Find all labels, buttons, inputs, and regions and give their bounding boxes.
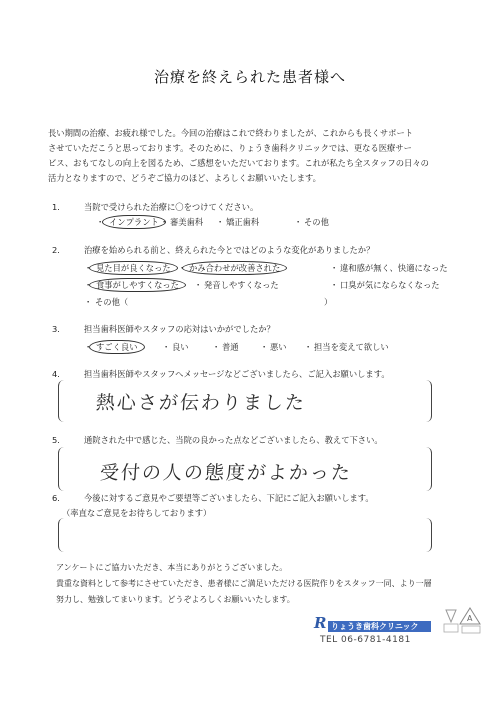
closing-line: 貴重な資料として参考にさせていただき、患者様にご満足いただける医院作りをスタッフ一同、より一層: [56, 579, 432, 588]
intro-line: ビス、おもてなしの向上を図るため、ご感想をいただいております。これが私たち全スタッフの日々の: [48, 158, 429, 168]
option-speech[interactable]: 発音しやすくなった: [204, 280, 279, 290]
option-bullet: ・: [304, 342, 313, 352]
intro-paragraph: [48, 126, 468, 186]
question-5: [52, 434, 383, 446]
closing-message: [56, 560, 486, 608]
intro-line: 活力となりますので、どうぞご協力のほど、よろしくお願いいたします。: [48, 173, 321, 183]
option-bite[interactable]: かみ合わせが改善された: [182, 261, 287, 275]
question-text: 今後に対するご意見やご要望等ございましたら、下記にご記入お願いします。: [84, 493, 374, 503]
option-bullet: ・: [294, 217, 303, 227]
option-bullet: ・: [84, 263, 93, 273]
option-bullet: ・: [160, 217, 169, 227]
page-title: 治療を終えられた患者様へ: [153, 68, 346, 86]
clinic-logo-icon: R: [314, 614, 327, 632]
question-3: [52, 323, 275, 335]
closing-line: アンケートにご協力いただき、本当にありがとうございました。: [56, 563, 288, 572]
question-number: 5.: [52, 435, 60, 445]
option-eating[interactable]: 食事がしやすくなった: [89, 278, 186, 292]
question-number: 4.: [52, 369, 60, 379]
handwritten-answer-4: 熱心さが伝わりました: [95, 392, 307, 414]
option-appearance[interactable]: 見た目が良くなった: [89, 261, 178, 275]
question-text: 治療を始められる前と、終えられた今とではどのような変化がありましたか？: [84, 245, 375, 255]
option-bullet: ・: [178, 263, 187, 273]
question-4: [52, 368, 390, 380]
option-average[interactable]: 普通: [222, 342, 239, 352]
option-bullet: ・: [260, 342, 269, 352]
option-very-good[interactable]: すごく良い: [89, 340, 145, 354]
question-number: 3.: [52, 324, 60, 334]
option-bad[interactable]: 悪い: [270, 342, 287, 352]
question-text: 担当歯科医師やスタッフへメッセージなどございましたら、ご記入お願いします。: [84, 369, 390, 379]
option-bullet: ・: [84, 280, 93, 290]
option-other[interactable]: その他（: [95, 297, 129, 307]
question-text: 通院された中で感じた、当院の良かった点などございましたら、教えて下さい。: [84, 435, 383, 445]
option-bullet: ・: [84, 297, 93, 307]
closing-line: 努力し、勉強してまいります。どうぞよろしくお願いいたします。: [56, 595, 295, 604]
question-1: [52, 201, 258, 213]
question-6: [52, 492, 374, 504]
option-orthodontic[interactable]: 矯正歯科: [226, 217, 260, 227]
question-number: 6.: [52, 493, 60, 503]
option-good[interactable]: 良い: [172, 342, 189, 352]
option-bullet: ・: [330, 280, 339, 290]
option-bullet: ・: [84, 342, 93, 352]
option-bullet: ・: [330, 263, 339, 273]
certification-marks-icon: [440, 606, 484, 636]
answer-box-6[interactable]: [58, 518, 432, 552]
clinic-tel: TEL 06-6781-4181: [320, 635, 411, 645]
option-breath[interactable]: 口臭が気にならなくなった: [340, 280, 440, 290]
option-bullet: ・: [212, 342, 221, 352]
question-number: 1.: [52, 202, 60, 212]
clinic-name: りょうき歯科クリニック: [328, 621, 431, 632]
option-change-staff[interactable]: 担当を変えて欲しい: [314, 342, 389, 352]
intro-line: させていただこうと思っております。そのために、りょうき歯科クリニックでは、更なる医療サー: [48, 143, 412, 153]
option-bullet: ・: [194, 280, 203, 290]
note-text: （率直なご意見をお待ちしております）: [62, 508, 212, 518]
option-other[interactable]: その他: [304, 217, 329, 227]
option-bullet: ・: [96, 217, 105, 227]
option-comfort[interactable]: 違和感が無く、快適になった: [340, 263, 448, 273]
option-bullet: ・: [162, 342, 171, 352]
question-2: [52, 244, 374, 256]
svg-text:A: A: [467, 614, 473, 623]
option-other-close: ）: [324, 297, 333, 307]
option-implant[interactable]: インプラント: [102, 215, 166, 229]
option-bullet: ・: [216, 217, 225, 227]
question-text: 当院で受けられた治療に〇をつけてください。: [84, 202, 259, 212]
question-number: 2.: [52, 245, 60, 255]
question-text: 担当歯科医師やスタッフの応対はいかがでしたか？: [84, 324, 275, 334]
option-cosmetic[interactable]: 審美歯科: [170, 217, 204, 227]
intro-line: 長い期間の治療、お疲れ様でした。今回の治療はこれで終わりましたが、これからも長くサポート: [48, 128, 414, 138]
handwritten-answer-5: 受付の人の態度がよかった: [99, 462, 353, 484]
